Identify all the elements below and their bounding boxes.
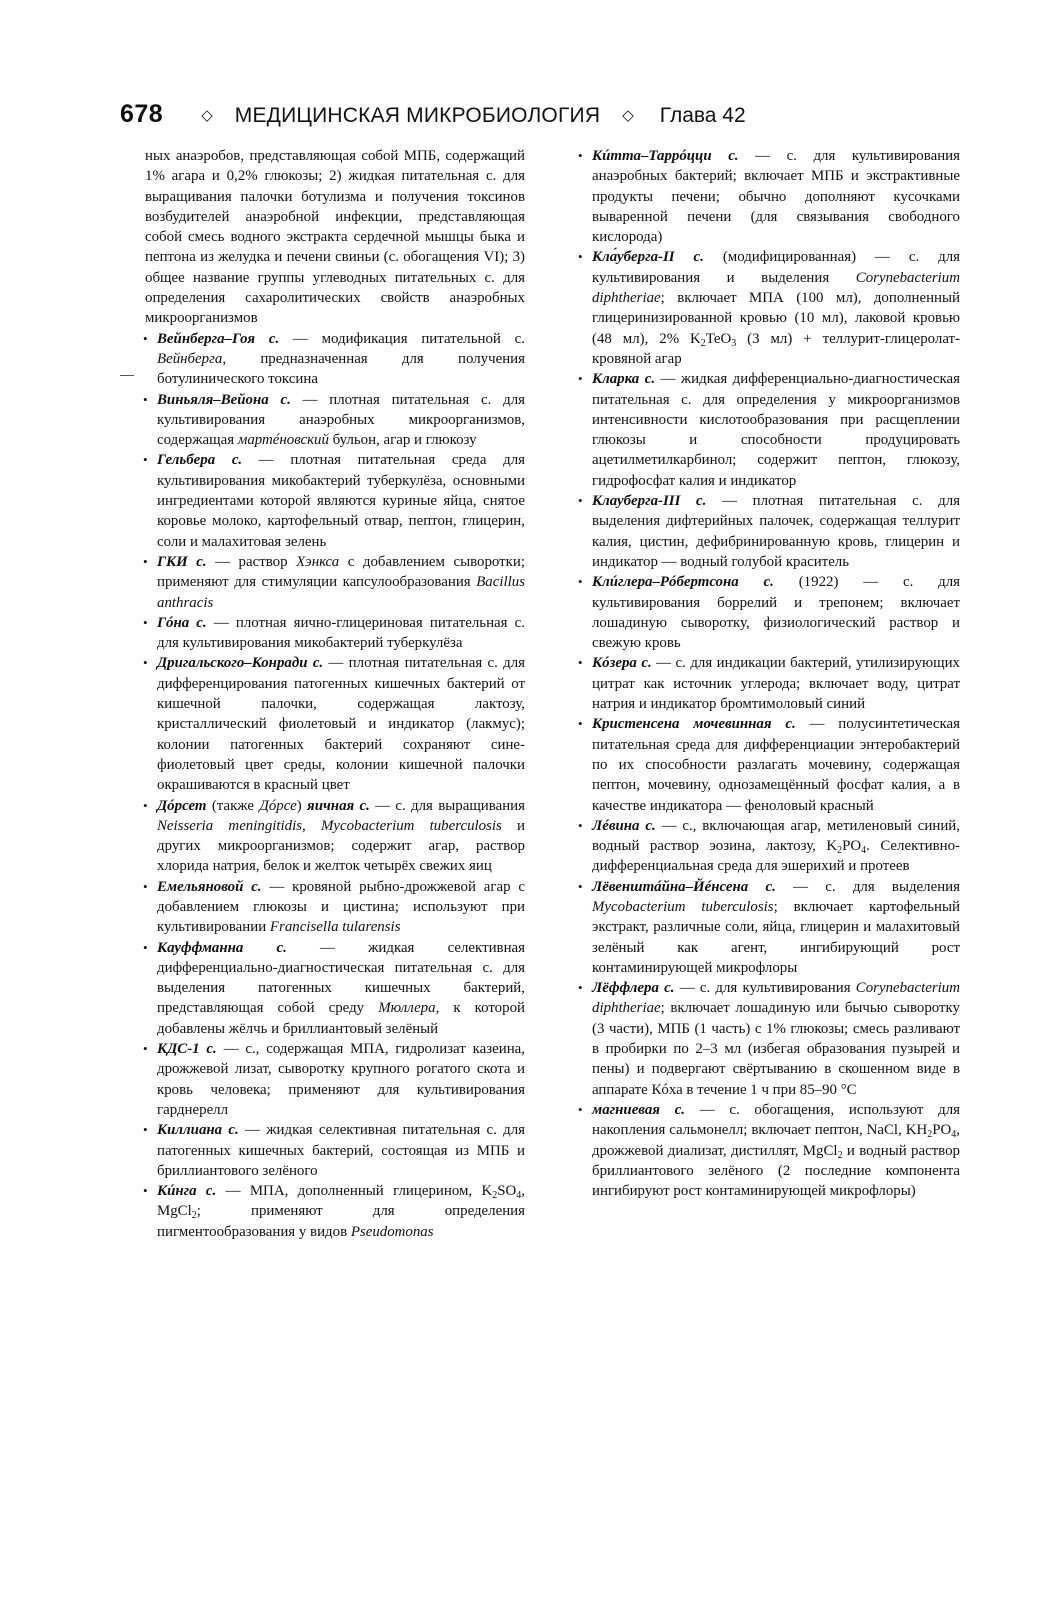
bullet-icon: • xyxy=(143,939,148,955)
dictionary-entry: • Гельбера с. — плотная питательная среда для культивирования микобактерий туберкулёза, основными ингредиентами которой являются куриные яйца, снятое коровье молоко, картофельный отвар, пептон, глицерин, соли и малахитовая зелень xyxy=(143,452,525,550)
bullet-icon: • xyxy=(578,148,583,163)
continued-entry: ных анаэробов, представляющая собой МПБ, содержащий 1% агара и 0,2% глюкозы; 2) жидкая питательная с. для выращивания палочки ботулизма и получения токсинов возбудителей анаэробной инфекции, представляющая собой смесь водного экстракта сердечной мышцы быка и пептона из желудка и печени свиньи (с. обогащения VI); 3) общее название группы углеводных питательных с. для определения сахаролитических свойств анаэробных микроорганизмов xyxy=(145,148,525,327)
bullet-icon: • xyxy=(578,878,583,894)
dictionary-entry: • Дригальского–Конради с. — плотная питательная с. для дифференцирования патогенных кишечных бактерий от кишечной палочки, содержащая лактозу, кристаллический фиолетовый и индикатор (лакмус); колонии патогенных бактерий сохраняют сине-фиолетовый цвет среды, колонии кишечной палочки окрашиваются в красный цвет xyxy=(143,655,525,794)
entry-headword: Лéвина с. xyxy=(592,817,656,834)
right-column xyxy=(580,146,960,1201)
entry-headword: Лёвенштáйна–Йéнсена с. xyxy=(592,878,776,895)
dictionary-entry: • Кúнга с. — МПА, дополненный глицерином, $K_2SO_4$, MgCl$_2$; применяют для определения пигментообразования у видов Pseudomonas xyxy=(143,1183,525,1240)
entry-headword: Клúглера–Рóбертсона с. xyxy=(592,574,774,591)
bullet-icon: • xyxy=(143,391,148,407)
dictionary-entry: • Лéвина с. — с., включающая агар, метиленовый синий, водный раствор эозина, лактозу, $K_2PO_4$. Селективно-дифференциальная среда для эшерихий и протеев xyxy=(578,817,960,875)
dictionary-entry: • Киллиана с. — жидкая селективная питательная с. для патогенных кишечных бактерий, состоящая из МПБ и бриллиантового зелёного xyxy=(143,1122,525,1179)
entry-headword: Кларка с. xyxy=(592,371,656,388)
left-column xyxy=(145,146,525,1242)
bullet-icon: • xyxy=(578,493,583,509)
bullet-icon: • xyxy=(578,817,583,833)
entry-headword: Гóна с. xyxy=(157,614,207,631)
page-number: 678 xyxy=(120,100,164,128)
bullet-icon: • xyxy=(143,655,148,671)
bullet-icon: • xyxy=(578,371,583,387)
dictionary-entry: • Виньяля–Вейона с. — плотная питательная с. для культивирования анаэробных микроорганизмов, содержащая мартéновский бульон, агар и глюкозу xyxy=(143,391,526,449)
bullet-icon: • xyxy=(578,574,583,590)
entry-headword: магниевая с. xyxy=(592,1101,686,1118)
dictionary-entry: • магниевая с. — с. обогащения, используют для накопления сальмонелл; включает пептон, NaCl, $KH_2PO_4$, дрожжевой диализат, дистиллят, MgCl$_2$ и водный раствор бриллиантового зелёного (2 последние компонента ингибируют рост контаминирующей микрофлоры) xyxy=(578,1101,961,1200)
entry-headword: Дригальского–Конради с. xyxy=(157,655,324,672)
bullet-icon: • xyxy=(143,797,148,813)
dictionary-entry: • Кла́уберга-II с. (модифицированная) — с. для культивирования и выделения Corynebacterium diphtheriae; включает МПА (100 мл), дополненный глицеринизированной кровью (10 мл), лаковой кровью (48 мл), 2% $K_2TeO_3$ (3 мл) + теллурит-глицеролат-кровяной агар xyxy=(578,249,961,367)
entry-headword: Виньяля–Вейона с. xyxy=(157,391,291,408)
bullet-icon: • xyxy=(578,1101,583,1117)
book-title: МЕДИЦИНСКАЯ МИКРОБИОЛОГИЯ xyxy=(234,104,601,127)
entry-headword: Клауберга-III с. xyxy=(592,493,707,510)
diamond-icon: ◇ xyxy=(622,107,634,124)
dictionary-entry: • Клауберга-III с. — плотная питательная с. для выделения дифтерийных палочек, содержащая теллурит калия, цистин, дефибринированную кровь, глицерин и индикатор — водный голубой краситель xyxy=(578,493,960,570)
dictionary-entry: • Гóна с. — плотная яично-глицериновая питательная с. для культивирования микобактерий туберкулёза xyxy=(143,614,525,652)
dictionary-entry: • Кристенсена мочевинная с. — полусинтетическая питательная среда для дифференциации энтеробактерий по их способности разлагать мочевину, содержащая пептон, мочевину, однозамещённый фосфат калия, а в качестве индикатора — феноловый красный xyxy=(578,716,960,814)
dictionary-entry: • Дóрсет (также Дóрсе) яичная с. — с. для выращивания Neisseria meningitidis, Mycobacterium tuberculosis и других микроорганизмов; содержит агар, раствор хлорида натрия, белок и желток четырёх свежих яиц xyxy=(143,797,525,875)
chapter-label: Глава 42 xyxy=(659,104,746,127)
entry-headword: Емельяновой с. xyxy=(157,878,262,895)
dictionary-entry: • Кóзера с. — с. для индикации бактерий, утилизирующих цитрат как источник углерода; включает воду, цитрат натрия и индикатор бромтимоловый синий xyxy=(578,655,960,713)
entry-headword: Гельбера с. xyxy=(157,452,243,469)
entry-headword: Кауффманна с. xyxy=(157,939,287,956)
entry-headword: Кúнга с. xyxy=(157,1183,217,1200)
diamond-icon: ◇ xyxy=(201,107,213,124)
entry-headword: Дóрсет xyxy=(157,797,207,814)
bullet-icon: • xyxy=(578,980,583,996)
dictionary-entry: • Кларка с. — жидкая дифференциально-диагностическая питательная с. для определения у микроорганизмов интенсивности кислотообразования при расщеплении глюкозы и способности продуцировать ацетилметилкарбинол; содержит пептон, глюкозу, гидрофосфат калия и индикатор xyxy=(578,371,960,489)
bullet-icon: • xyxy=(143,1122,148,1138)
running-header xyxy=(120,100,930,134)
bullet-icon: • xyxy=(143,1041,148,1057)
dictionary-entry: • Кúтта–Таррóцци с. — с. для культивирования анаэробных бактерий; включает МПБ и экстрактивные продукты печени; обычно дополняют кусочками выварeнной печени (для связывания свободного кислорода) xyxy=(578,148,960,246)
entry-headword: Вейнберга–Гоя с. xyxy=(157,330,280,347)
bullet-icon: • xyxy=(578,655,583,671)
dictionary-entry: • Кауффманна с. — жидкая селективная дифференциально-диагностическая питательная с. для выделения патогенных кишечных бактерий, представляющая собой среду Мюллера, к которой добавлены жёлчь и бриллиантовый зелёный xyxy=(143,939,526,1037)
dictionary-entry: • Емельяновой с. — кровяной рыбно-дрожжевой агар с добавлением глюкозы и цистина; используют при культивировании Francisella tularensis xyxy=(143,878,525,936)
entry-headword: Киллиана с. xyxy=(157,1122,239,1139)
dictionary-entry: • Вейнберга–Гоя с. — модификация питательной с. Вейнберга, предназначенная для получения ботулинического токсина xyxy=(143,330,525,388)
entry-headword: КДС-1 с. xyxy=(157,1041,217,1058)
dictionary-entry: • КДС-1 с. — с., содержащая МПА, гидролизат казеина, дрожжевой лизат, сыворотку крупного рогатого скота и кровь человека; применяют для культивирования гарднерелл xyxy=(143,1041,525,1118)
entry-headword: Кóзера с. xyxy=(592,655,652,672)
entry-headword: Кúтта–Таррóцци с. xyxy=(592,148,739,164)
bullet-icon: • xyxy=(578,716,583,732)
dictionary-entry: • Клúглера–Рóбертсона с. (1922) — с. для культивирования боррелий и трепонем; включает лошадиную сыворотку, физиологический раствор и свежую кровь xyxy=(578,574,960,652)
margin-mark xyxy=(120,375,134,377)
bullet-icon: • xyxy=(578,249,583,265)
bullet-icon: • xyxy=(143,878,148,894)
entry-headword: ГКИ с. xyxy=(157,553,207,570)
dictionary-entry: • Лёффлера с. — с. для культивирования Corynebacterium diphtheriae; включает лошадиную или бычью сыворотку (3 части), МПБ (1 часть) с 1% глюкозы; смесь разливают в пробирки по 2–3 мл (избегая образования пузырей и пены) и подвергают свёртыванию в скошенном виде в аппарате Кóха в течение 1 ч при 85–90 °С xyxy=(578,980,960,1098)
entry-headword: Кристенсена мочевинная с. xyxy=(592,716,796,733)
entry-headword: Кла́уберга-II с. xyxy=(592,249,704,266)
entry-headword: Лёффлера с. xyxy=(592,980,675,997)
bullet-icon: • xyxy=(143,452,148,468)
bullet-icon: • xyxy=(143,553,148,569)
bullet-icon: • xyxy=(143,614,148,630)
dictionary-entry: • Лёвенштáйна–Йéнсена с. — с. для выделения Mycobacterium tuberculosis; включает картофельный экстракт, различные соли, яйца, глицерин и малахитовый зелёный как агент, ингибирующий рост контаминирующей микрофлоры xyxy=(578,878,960,976)
dictionary-entry: • ГКИ с. — раствор Хэнкса с добавлением сыворотки; применяют для стимуляции капсулообразования Bacillus anthracis xyxy=(143,553,526,611)
bullet-icon: • xyxy=(143,1183,148,1199)
bullet-icon: • xyxy=(143,330,148,346)
